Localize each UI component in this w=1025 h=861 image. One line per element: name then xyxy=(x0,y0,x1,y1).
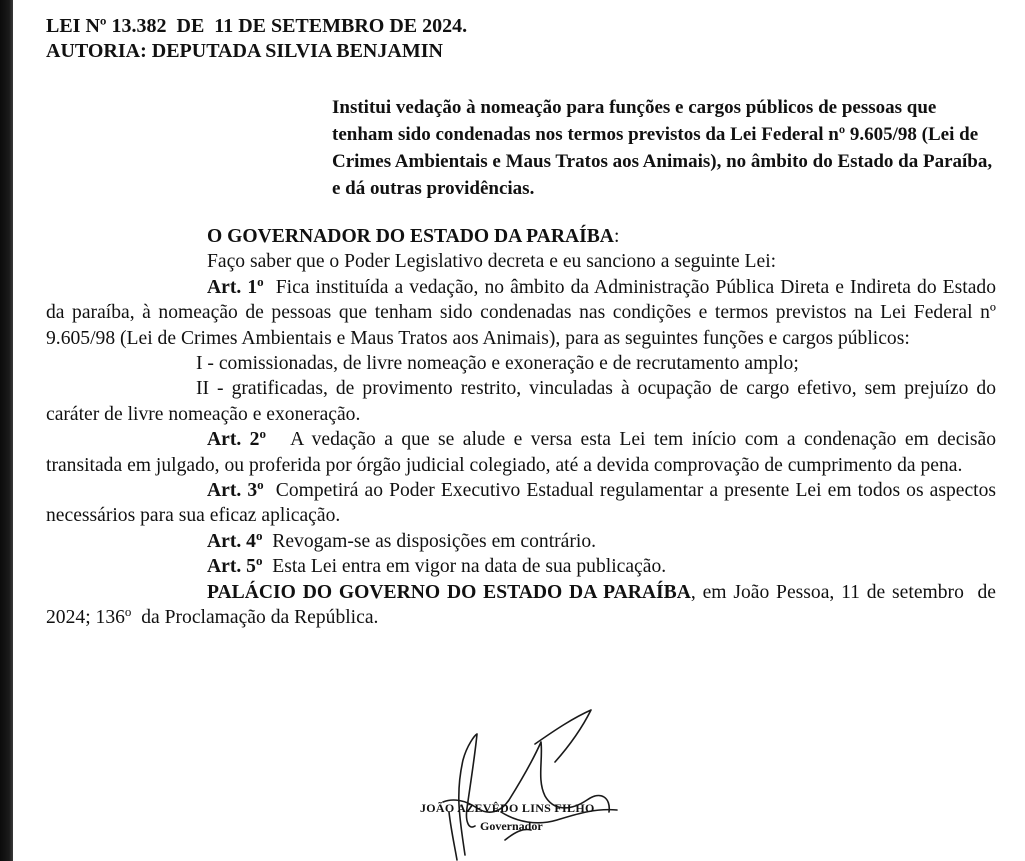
law-summary: Institui vedação à nomeação para funções e cargos públicos de pessoas que tenham sido condenadas nos termos previstos da Lei Federal nº 9.605/98 (Lei de Crimes Ambientais e Maus Tratos aos Animais), no âmbito do Estado da Paraíba, e dá outras providências. xyxy=(332,97,993,199)
page-left-edge-shadow xyxy=(0,0,13,861)
article-1-label: Art. 1$^o$ xyxy=(207,273,264,298)
signatory-name: JOÃO AZEVÊDO LINS FILHO xyxy=(420,801,595,815)
article-3-label: Art. 3$^o$ xyxy=(207,477,264,502)
article-1-item-1: I - comissionadas, de livre nomeação e exoneração e de recrutamento amplo; xyxy=(196,353,799,375)
signatory-title: Governador xyxy=(480,819,543,833)
article-5-label: Art. 5$^o$ xyxy=(207,553,263,578)
preamble-decree: Faço saber que o Poder Legislativo decreta e eu sanciono a seguinte Lei: xyxy=(207,251,777,273)
law-authorship: AUTORIA: DEPUTADA SILVIA BENJAMIN xyxy=(46,40,443,62)
document-header xyxy=(46,14,467,64)
article-5: Art. 5$^o$ Esta Lei entra em vigor na data de sua publicação. xyxy=(207,553,667,578)
handwritten-signature xyxy=(405,700,630,861)
closing-statement: PALÁCIO DO GOVERNO DO ESTADO DA PARAÍBA, em João Pessoa, 11 de setembro de 2024; 136$^o$ da Proclamação da República. xyxy=(46,581,1006,629)
article-4-label: Art. 4$^o$ xyxy=(207,527,263,552)
article-2: Art. 2$^o$ A vedação a que se alude e versa esta Lei tem início com a condenação em decisão transitada em julgado, ou proferida por órgão judicial colegiado, até a devida comprovação de cumprimento da pena. xyxy=(46,426,996,476)
article-1-item-2: II - gratificadas, de provimento restrito, vinculadas à ocupação de cargo efetivo, sem prejuízo do caráter de livre nomeação e exoneração. xyxy=(46,378,996,425)
article-2-label: Art. 2$^o$ xyxy=(207,426,266,451)
article-3: Art. 3$^o$ Competirá ao Poder Executivo Estadual regulamentar a presente Lei em todos os aspectos necessários para sua eficaz aplicação. xyxy=(46,477,997,527)
article-4: Art. 4$^o$ Revogam-se as disposições em contrário. xyxy=(207,527,597,552)
law-number: LEI Nº 13.382 DE 11 DE SETEMBRO DE 2024. xyxy=(46,15,468,37)
article-1: Art. 1$^o$ Fica instituída a vedação, no âmbito da Administração Pública Direta e Indireta do Estado da paraíba, à nomeação de pessoas que tenham sido condenadas nas condições e termos previstos na Lei Federal nº 9.605/98 (Lei de Crimes Ambientais e Maus Tratos aos Animais), para as seguintes funções e cargos públicos: xyxy=(46,273,997,349)
preamble-governor: O GOVERNADOR DO ESTADO DA PARAÍBA: xyxy=(207,226,620,247)
law-body xyxy=(46,224,1006,631)
